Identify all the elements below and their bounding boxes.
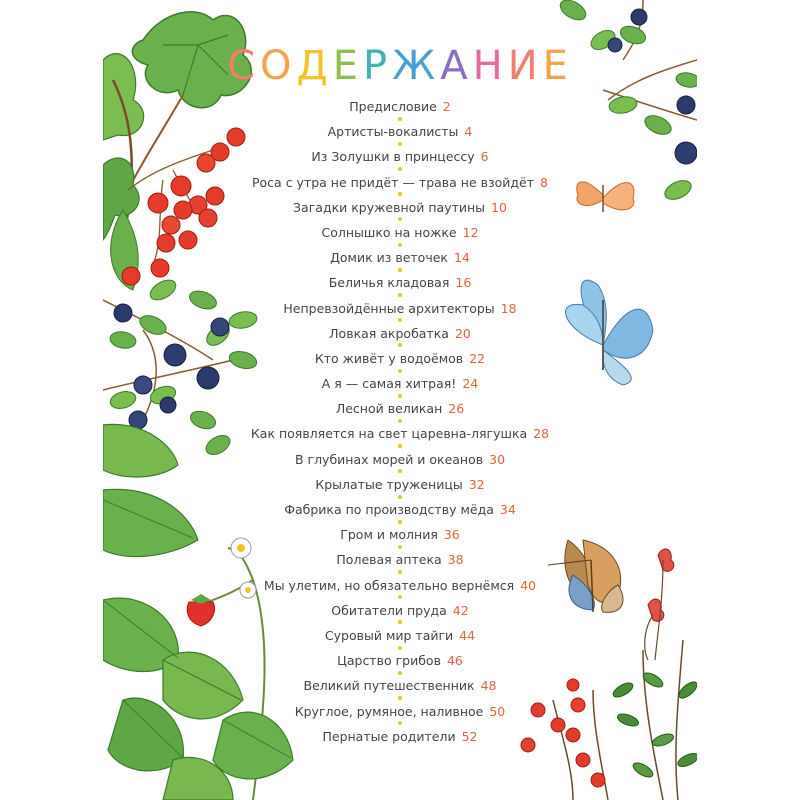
- toc-entry-page: 20: [454, 325, 471, 341]
- toc-entry-page: 52: [461, 728, 478, 744]
- separator-dot: [398, 545, 402, 549]
- toc-entry-page: 46: [446, 653, 463, 669]
- toc-entry-page: 42: [452, 602, 469, 618]
- separator-dot: [398, 142, 402, 146]
- toc-entry-page: 34: [499, 502, 516, 517]
- toc-entry[interactable]: [103, 421, 697, 446]
- toc-entry-page: 22: [469, 350, 486, 366]
- separator-dot: [398, 268, 402, 272]
- toc-entry-title: Мы улетим, но обязательно вернёмся: [263, 577, 515, 593]
- toc-entry-page: 4: [464, 124, 473, 140]
- separator-dot: [398, 520, 402, 524]
- toc-entry[interactable]: [103, 547, 697, 572]
- toc-entry[interactable]: [103, 724, 697, 749]
- toc-entry[interactable]: [103, 245, 697, 270]
- toc-entry[interactable]: [103, 472, 697, 497]
- separator-dot: [398, 469, 402, 473]
- separator-dot: [398, 192, 402, 196]
- toc-entry-page: 40: [520, 577, 537, 593]
- title-letter: О: [260, 43, 297, 89]
- toc-entry[interactable]: [103, 119, 697, 144]
- toc-entry[interactable]: [103, 220, 697, 245]
- separator-dot: [398, 394, 402, 398]
- toc-entry-title: Обитатели пруда: [331, 602, 447, 618]
- toc-entry-title: А я — самая хитрая!: [321, 376, 457, 392]
- toc-entry[interactable]: [103, 195, 697, 220]
- toc-entry[interactable]: [103, 321, 697, 346]
- toc-entry[interactable]: [103, 598, 697, 623]
- toc-entry[interactable]: [103, 497, 697, 522]
- title-letter: Р: [363, 43, 393, 89]
- toc-entry[interactable]: [103, 699, 697, 724]
- toc-entry-page: 48: [480, 678, 497, 694]
- separator-dot: [398, 419, 402, 423]
- toc-entry-title: Беличья кладовая: [328, 275, 450, 291]
- title-letter: И: [507, 43, 543, 89]
- toc-entry-page: 12: [462, 224, 479, 240]
- toc-entry[interactable]: [103, 371, 697, 396]
- toc-entry-page: 38: [447, 552, 464, 568]
- toc-entry-title: Царство грибов: [337, 653, 441, 669]
- toc-entry-title: Непревзойдённые архитекторы: [283, 300, 495, 316]
- toc-entry-page: 32: [468, 476, 485, 492]
- separator-dot: [398, 671, 402, 675]
- toc-entry-page: 8: [540, 174, 548, 190]
- table-of-contents: [103, 94, 697, 749]
- title-letter: Н: [472, 43, 508, 89]
- toc-entry-title: Солнышко на ножке: [321, 224, 457, 240]
- toc-entry-page: 26: [448, 401, 465, 417]
- separator-dot: [398, 495, 402, 499]
- toc-entry-page: 50: [489, 703, 506, 719]
- book-page: [103, 0, 697, 800]
- toc-entry-title: Артисты-вокалисты: [327, 124, 459, 140]
- toc-entry-page: 30: [489, 451, 506, 467]
- toc-entry-title: В глубинах морей и океанов: [294, 451, 484, 467]
- contents-header: [103, 38, 697, 94]
- title-letter: Д: [296, 43, 333, 89]
- separator-dot: [398, 721, 402, 725]
- toc-entry-title: Как появляется на свет царевна-лягушка: [250, 426, 528, 442]
- separator-dot: [398, 318, 402, 322]
- toc-entry-title: Гром и молния: [340, 527, 438, 543]
- page-title: [103, 38, 697, 94]
- toc-entry-page: 44: [459, 627, 476, 643]
- toc-entry[interactable]: [103, 296, 697, 321]
- separator-dot: [398, 646, 402, 650]
- separator-dot: [398, 167, 402, 171]
- toc-entry-title: Крылатые труженицы: [315, 476, 463, 492]
- separator-dot: [398, 444, 402, 448]
- toc-entry-page: 28: [533, 426, 550, 442]
- separator-dot: [398, 117, 402, 121]
- toc-entry-title: Полевая аптека: [336, 552, 442, 568]
- separator-dot: [398, 243, 402, 247]
- toc-entry[interactable]: [103, 170, 697, 195]
- separator-dot: [398, 369, 402, 373]
- title-letter: Е: [332, 43, 364, 89]
- title-letter: А: [440, 43, 473, 89]
- toc-entry-page: 10: [491, 199, 507, 215]
- separator-dot: [398, 217, 402, 221]
- toc-entry-title: Предисловие: [349, 99, 437, 114]
- toc-entry[interactable]: [103, 346, 697, 371]
- toc-entry[interactable]: [103, 270, 697, 295]
- toc-entry[interactable]: [103, 648, 697, 673]
- title-letter: С: [227, 43, 261, 89]
- separator-dot: [398, 343, 402, 347]
- toc-entry-page: 6: [480, 149, 489, 165]
- separator-dot: [398, 293, 402, 297]
- toc-entry[interactable]: [103, 144, 697, 169]
- toc-entry-title: Домик из веточек: [330, 250, 448, 266]
- toc-entry[interactable]: [103, 623, 697, 648]
- toc-entry-title: Фабрика по производству мёда: [284, 502, 494, 517]
- separator-dot: [398, 570, 402, 574]
- toc-entry-page: 16: [455, 275, 472, 291]
- toc-entry-page: 2: [442, 99, 451, 114]
- toc-entry-title: Пернатые родители: [322, 728, 456, 744]
- toc-entry-page: 18: [500, 300, 517, 316]
- toc-entry[interactable]: [103, 396, 697, 421]
- toc-entry-title: Суровый мир тайги: [324, 627, 454, 643]
- toc-entry[interactable]: [103, 673, 697, 698]
- separator-dot: [398, 620, 402, 624]
- toc-entry-title: Круглое, румяное, наливное: [294, 703, 484, 719]
- toc-entry[interactable]: [103, 522, 697, 547]
- toc-entry-title: Роса с утра не придёт — трава не взойдёт: [252, 174, 535, 190]
- toc-entry-title: Из Золушки в принцессу: [311, 149, 475, 165]
- toc-entry-title: Загадки кружевной паутины: [293, 199, 486, 215]
- title-letter: Ж: [392, 43, 441, 89]
- separator-dot: [398, 696, 402, 700]
- separator-dot: [398, 595, 402, 599]
- toc-entry[interactable]: [103, 573, 697, 598]
- toc-entry[interactable]: [103, 94, 697, 119]
- toc-entry-title: Кто живёт у водоёмов: [314, 350, 464, 366]
- toc-entry-title: Великий путешественник: [303, 678, 475, 694]
- toc-entry-title: Лесной великан: [335, 401, 443, 417]
- toc-entry-title: Ловкая акробатка: [329, 325, 449, 341]
- title-letter: Е: [542, 43, 573, 89]
- toc-entry-page: 24: [462, 376, 479, 392]
- toc-entry-page: 36: [443, 527, 460, 543]
- toc-entry-page: 14: [453, 250, 470, 266]
- toc-entry[interactable]: [103, 447, 697, 472]
